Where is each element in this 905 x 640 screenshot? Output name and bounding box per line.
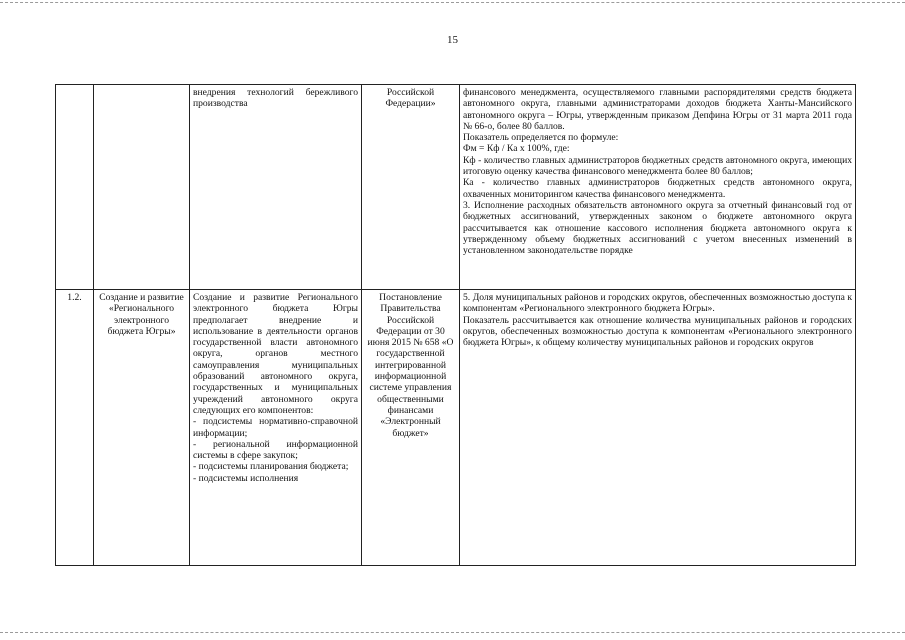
indicator-paragraph: 5. Доля муниципальных районов и городских округов, обеспеченных возможностью доступа к компонентам «Регионального электронного бюджета Югры». [463,292,852,315]
cell-indicator [460,290,856,566]
description-list-item: - региональной информационной системы в сфере закупок; [193,438,358,462]
indicator-paragraph: финансового менеджмента, осуществляемого главными распорядителями средств бюджета автономного округа, главными администраторами доходов бюджета Ханты-Мансийского автономного округа – Югры, утвержденным приказом Депфина Югры от 31 марта 2011 года № 66-о, более 80 баллов. [463,87,852,132]
cell-indicator [460,85,856,290]
table-row [56,290,856,566]
description-list-item: - подсистемы планирования бюджета; [193,461,349,473]
indicator-paragraph: 3. Исполнение расходных обязательств автономного округа за отчетный финансовый год от бюджетных ассигнований, утвержденных законом о бюджете автономного округа рассчитывается как отношение кассового исполнения бюджета автономного округа к утвержденному объему бюджетных ассигнований с учетом внесенных изменений в установленном законодательстве порядке [463,199,852,257]
indicator-paragraph: Ка - количество главных администраторов бюджетных средств автономного округа, охваченных мониторингом качества финансового менеджмента. [463,177,852,200]
description-list-item: - подсистемы исполнения [193,472,299,484]
indicator-paragraph: Показатель определяется по формуле: [463,132,619,144]
page-number: 15 [447,34,458,46]
cell-legal-basis: Российской Федерации» [362,85,460,290]
description-block [193,292,358,563]
program-table [55,84,856,566]
cell-description [190,290,362,566]
description-paragraph: Создание и развитие Регионального электронного бюджета Югры предполагает внедрение и использование в деятельности органов государственной власти автономного округа, органов местного самоуправления муниципальных образований автономного округа, государственных и муниципальных учреждений автономного округа следующих его компонентов: [193,292,358,416]
top-edge-line [0,2,905,3]
cell-activity-name: Создание и развитие «Регионального электронного бюджета Югры» [94,290,190,566]
indicator-paragraph: Показатель рассчитывается как отношение количества муниципальных районов и городских округов, обеспеченных возможностью доступа к компонентам «Регионального электронного бюджета Югры», к общему количеству муниципальных районов и городских округов [463,314,852,349]
table-row [56,85,856,290]
indicator-formula: Фм = Кф / Ка х 100%, где: [463,143,570,155]
cell-legal-basis: Постановление Правительства Российской Федерации от 30 июня 2015 № 658 «О государственной интегрированной информационной системе управления общественными финансами «Электронный бюджет» [362,290,460,566]
description-list-item: - подсистемы нормативно-справочной информации; [193,416,358,439]
cell-number: 1.2. [56,290,94,566]
cell-description [190,85,362,290]
cell-activity-name [94,85,190,290]
cell-number [56,85,94,290]
bottom-edge-line [0,632,905,633]
description-paragraph: внедрения технологий бережливого производства [193,87,358,110]
indicator-paragraph: Кф - количество главных администраторов бюджетных средств автономного округа, имеющих итоговую оценку качества финансового менеджмента более 80 баллов; [463,154,852,178]
